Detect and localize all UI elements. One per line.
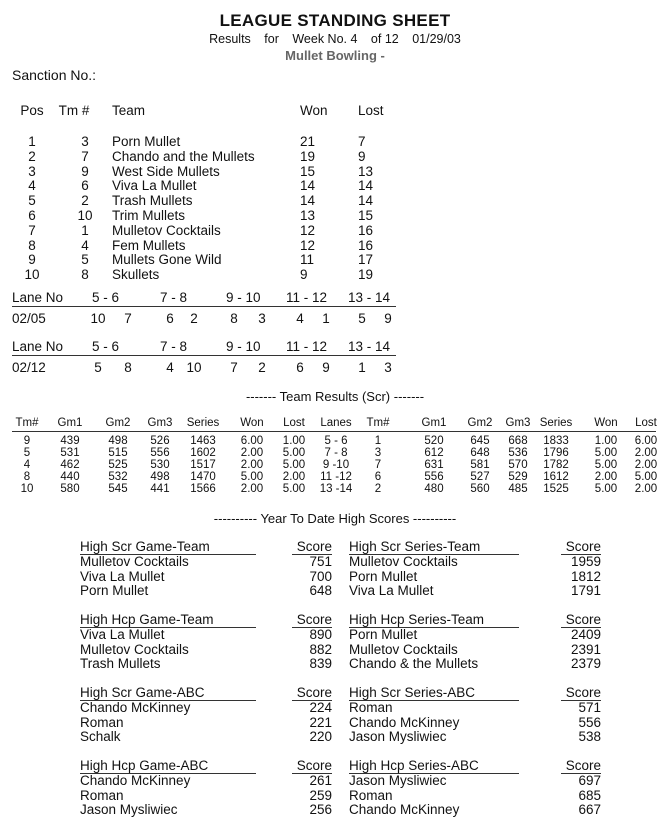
ytd-category-title: High Scr Game-Team — [80, 539, 210, 554]
ytd-name: Chando McKinney — [80, 700, 191, 715]
results-cell: 5.00 — [282, 459, 306, 471]
ytd-name: Mulletov Cocktails — [349, 641, 458, 657]
results-cell: 612 — [424, 447, 444, 459]
table-row — [0, 134, 670, 149]
ytd-score: 751 — [309, 554, 332, 569]
results-lanes-cell: 9 -10 — [322, 459, 350, 471]
results-cell: 1463 — [190, 435, 216, 447]
lost-cell: 17 — [358, 252, 374, 268]
lane-pair-label: 11 - 12 — [286, 290, 328, 305]
team-cell: Mullets Gone Wild — [112, 252, 222, 268]
results-col-header: Series — [539, 417, 573, 429]
date-label: 01/29/03 — [412, 32, 461, 46]
results-label: Results — [209, 32, 251, 46]
ytd-score-header: Score — [565, 758, 601, 773]
results-cell: 2.00 — [634, 447, 658, 459]
lost-cell: 9 — [358, 148, 366, 164]
ytd-score-header: Score — [565, 685, 601, 700]
results-cell: 2.00 — [282, 471, 306, 483]
pos-cell: 4 — [28, 178, 36, 194]
won-cell: 13 — [300, 208, 316, 223]
results-col-header: Won — [240, 417, 264, 429]
ytd-name: Roman — [80, 787, 124, 803]
lane-team: 2 — [258, 360, 266, 375]
ytd-score-header: Score — [565, 539, 601, 554]
won-cell: 14 — [300, 178, 316, 194]
lane-team: 5 — [358, 311, 366, 326]
ytd-score: 685 — [578, 787, 601, 803]
ytd-score: 839 — [309, 656, 332, 671]
table-row — [0, 164, 670, 179]
results-cell: 1525 — [543, 483, 569, 495]
lane-pair-label: 13 - 14 — [348, 339, 391, 354]
tm-cell: 4 — [81, 237, 89, 253]
results-cell: 5 — [23, 447, 31, 459]
table-row — [0, 267, 670, 282]
results-cell: 1833 — [543, 435, 569, 447]
results-lanes-cell: 11 -12 — [320, 471, 352, 483]
ytd-score: 2391 — [570, 641, 601, 657]
week-label: Week No. 4 — [292, 32, 358, 46]
ytd-score-header: Score — [296, 758, 332, 773]
pos-cell: 8 — [28, 237, 36, 253]
ytd-name: Chando & the Mullets — [349, 656, 479, 671]
tm-cell: 5 — [81, 252, 89, 268]
lane-pair-label: 7 - 8 — [160, 290, 188, 305]
lost-cell: 15 — [358, 208, 374, 223]
ytd-name: Trash Mullets — [80, 656, 161, 671]
ytd-name: Chando McKinney — [349, 802, 460, 817]
results-cell: 498 — [150, 471, 170, 483]
results-cell: 2.00 — [634, 483, 658, 495]
lost-cell: 14 — [358, 178, 374, 194]
for-label: for — [264, 32, 279, 46]
results-lanes-cell: 7 - 8 — [324, 447, 348, 459]
results-cell: 439 — [60, 435, 80, 447]
ytd-score: 220 — [309, 729, 332, 744]
lane-team: 6 — [296, 360, 304, 375]
lane-team: 4 — [296, 311, 304, 326]
ytd-category-title: High Hcp Game-Team — [80, 612, 214, 627]
tm-cell: 3 — [81, 134, 89, 149]
col-lost: Lost — [358, 103, 384, 118]
results-cell: 3 — [374, 447, 382, 459]
lane-pair-label: 11 - 12 — [286, 339, 328, 354]
results-cell: 441 — [150, 483, 170, 495]
results-cell: 545 — [108, 483, 128, 495]
tm-cell: 6 — [81, 178, 89, 194]
results-cell: 1602 — [190, 447, 216, 459]
ytd-name: Jason Mysliwiec — [349, 773, 447, 788]
results-col-header: Won — [594, 417, 618, 429]
ytd-name: Mulletov Cocktails — [349, 554, 458, 569]
team-cell: Porn Mullet — [112, 134, 181, 149]
ytd-score: 2379 — [570, 656, 601, 671]
results-cell: 580 — [60, 483, 80, 495]
pos-cell: 3 — [28, 163, 36, 179]
won-cell: 12 — [300, 222, 316, 238]
results-col-header: Lanes — [320, 417, 352, 429]
won-cell: 12 — [300, 237, 316, 253]
table-row — [0, 252, 670, 267]
results-cell: 2.00 — [594, 471, 618, 483]
results-cell: 556 — [424, 471, 444, 483]
ytd-name: Viva La Mullet — [80, 627, 165, 642]
results-cell: 9 — [23, 435, 31, 447]
lane-divider — [12, 306, 396, 307]
results-cell: 1782 — [543, 459, 569, 471]
lane-date: 02/12 — [12, 360, 46, 375]
ytd-score-header: Score — [565, 612, 601, 627]
results-lanes-cell: 5 - 6 — [324, 435, 348, 447]
ytd-score-header: Score — [296, 539, 332, 554]
results-cell: 1 — [374, 435, 382, 447]
results-cell: 440 — [60, 471, 80, 483]
results-cell: 668 — [508, 435, 528, 447]
team-results-divider — [12, 431, 656, 432]
pos-cell: 9 — [28, 252, 36, 268]
tm-cell: 2 — [81, 193, 89, 209]
ytd-category-title: High Hcp Series-Team — [349, 612, 485, 627]
results-col-header: Gm3 — [505, 417, 531, 429]
lost-cell: 7 — [358, 134, 366, 149]
results-cell: 10 — [20, 483, 34, 495]
ytd-name: Chando McKinney — [80, 773, 191, 788]
results-col-header: Gm2 — [467, 417, 493, 429]
lane-team: 8 — [124, 360, 132, 375]
results-cell: 531 — [60, 447, 80, 459]
ytd-name: Chando McKinney — [349, 714, 460, 730]
results-cell: 1796 — [543, 447, 569, 459]
table-row — [0, 223, 670, 238]
results-cell: 5.00 — [594, 483, 618, 495]
results-cell: 2 — [374, 483, 382, 495]
won-cell: 9 — [300, 267, 308, 283]
lost-cell: 16 — [358, 237, 374, 253]
lane-label: Lane No — [12, 339, 64, 354]
lane-team: 1 — [322, 311, 330, 326]
ytd-name: Schalk — [80, 729, 121, 744]
lane-pair-label: 5 - 6 — [92, 290, 120, 305]
results-cell: 536 — [508, 447, 528, 459]
league-name: Mullet Bowling - — [285, 48, 385, 63]
pos-cell: 1 — [28, 134, 36, 149]
ytd-name: Porn Mullet — [349, 627, 418, 642]
ytd-score: 538 — [578, 729, 601, 744]
ytd-score: 667 — [578, 802, 601, 817]
ytd-name: Viva La Mullet — [349, 583, 434, 598]
tm-cell: 10 — [77, 208, 93, 223]
lane-team: 9 — [384, 311, 392, 326]
ytd-category-title: High Scr Series-ABC — [349, 685, 476, 700]
results-cell: 648 — [470, 447, 490, 459]
ytd-score: 1959 — [570, 554, 601, 569]
pos-cell: 10 — [24, 267, 40, 283]
lost-cell: 19 — [358, 267, 374, 283]
results-cell: 1470 — [190, 471, 216, 483]
results-cell: 480 — [424, 483, 444, 495]
results-cell: 2.00 — [240, 459, 264, 471]
results-col-header: Tm# — [366, 417, 390, 429]
won-cell: 15 — [300, 163, 316, 179]
results-cell: 462 — [60, 459, 80, 471]
ytd-name: Porn Mullet — [349, 568, 418, 584]
results-cell: 5.00 — [282, 447, 306, 459]
table-row — [0, 149, 670, 164]
ytd-score: 700 — [309, 568, 332, 584]
lost-cell: 16 — [358, 222, 374, 238]
lane-pair-label: 5 - 6 — [92, 339, 120, 354]
won-cell: 11 — [300, 252, 315, 268]
lost-cell: 14 — [358, 193, 374, 209]
pos-cell: 5 — [28, 193, 36, 209]
results-lanes-cell: 13 -14 — [319, 483, 353, 495]
results-col-header: Gm3 — [147, 417, 173, 429]
lane-team: 7 — [230, 360, 238, 375]
results-col-header: Series — [186, 417, 220, 429]
ytd-name: Viva La Mullet — [80, 568, 165, 584]
ytd-name: Roman — [349, 700, 393, 715]
sheet-title: LEAGUE STANDING SHEET — [219, 11, 451, 30]
team-cell: Mulletov Cocktails — [112, 222, 221, 238]
sanction-label: Sanction No.: — [12, 67, 97, 83]
pos-cell: 2 — [28, 148, 36, 164]
ytd-score: 882 — [309, 641, 332, 657]
of-label: of 12 — [370, 32, 399, 46]
lane-label: Lane No — [12, 290, 64, 305]
results-cell: 8 — [23, 471, 31, 483]
table-row — [0, 193, 670, 208]
ytd-name: Roman — [80, 714, 124, 730]
tm-cell: 7 — [81, 148, 89, 164]
results-cell: 6.00 — [634, 435, 658, 447]
results-cell: 532 — [108, 471, 128, 483]
team-cell: West Side Mullets — [112, 163, 220, 179]
sheet-subtitle — [0, 32, 670, 46]
results-cell: 581 — [470, 459, 490, 471]
ytd-category-title: High Hcp Series-ABC — [349, 758, 479, 773]
lane-team: 10 — [186, 360, 202, 375]
ytd-score: 890 — [309, 627, 332, 642]
lane-pair-label: 13 - 14 — [348, 290, 391, 305]
lane-pair-label: 9 - 10 — [226, 290, 261, 305]
ytd-score-header: Score — [296, 685, 332, 700]
ytd-name: Jason Mysliwiec — [349, 729, 447, 744]
standings-header — [0, 103, 670, 118]
results-cell: 1517 — [190, 459, 216, 471]
team-cell: Trim Mullets — [112, 208, 185, 223]
ytd-name: Porn Mullet — [80, 583, 149, 598]
lane-team: 5 — [94, 360, 102, 375]
lane-team: 3 — [384, 360, 392, 375]
results-cell: 7 — [374, 459, 382, 471]
lane-pair-label: 9 - 10 — [226, 339, 261, 354]
lane-team: 9 — [322, 360, 330, 375]
ytd-title: ---------- Year To Date High Scores ---------- — [213, 511, 457, 526]
lost-cell: 13 — [358, 163, 374, 179]
ytd-score: 697 — [578, 773, 601, 788]
results-cell: 556 — [150, 447, 170, 459]
ytd-score-header: Score — [296, 612, 332, 627]
lane-team: 8 — [230, 311, 238, 326]
lane-team: 4 — [166, 360, 174, 375]
lane-team: 10 — [90, 311, 106, 326]
ytd-score: 648 — [309, 583, 332, 598]
tm-cell: 8 — [81, 267, 89, 283]
ytd-name: Roman — [349, 787, 393, 803]
lane-team: 1 — [358, 360, 366, 375]
results-cell: 1612 — [543, 471, 569, 483]
results-cell: 6 — [374, 471, 382, 483]
ytd-score: 261 — [309, 773, 332, 788]
col-tm: Tm # — [58, 103, 90, 118]
results-cell: 485 — [508, 483, 528, 495]
col-pos: Pos — [20, 103, 44, 118]
ytd-score: 221 — [309, 714, 332, 730]
ytd-score: 1791 — [570, 583, 601, 598]
ytd-name: Mulletov Cocktails — [80, 554, 189, 569]
pos-cell: 6 — [28, 208, 36, 223]
results-col-header: Lost — [283, 417, 305, 429]
ytd-category-title: High Scr Game-ABC — [80, 685, 205, 700]
col-won: Won — [300, 103, 328, 118]
won-cell: 21 — [300, 134, 316, 149]
won-cell: 14 — [300, 193, 316, 209]
lane-team: 6 — [166, 311, 174, 326]
lane-divider — [12, 355, 396, 356]
results-cell: 645 — [470, 435, 490, 447]
lane-team: 7 — [124, 311, 132, 326]
team-results-title: ------- Team Results (Scr) ------- — [245, 389, 425, 404]
results-cell: 5.00 — [594, 447, 618, 459]
team-cell: Chando and the Mullets — [112, 148, 255, 164]
results-cell: 5.00 — [240, 471, 264, 483]
results-cell: 5.00 — [594, 459, 618, 471]
table-row — [0, 238, 670, 253]
results-cell: 570 — [508, 459, 528, 471]
team-cell: Viva La Mullet — [112, 178, 197, 194]
team-cell: Trash Mullets — [112, 193, 193, 209]
ytd-score: 224 — [309, 700, 332, 715]
ytd-name: Mulletov Cocktails — [80, 641, 189, 657]
results-cell: 498 — [108, 435, 128, 447]
team-cell: Fem Mullets — [112, 237, 186, 253]
col-team: Team — [112, 103, 146, 118]
tm-cell: 1 — [81, 222, 89, 238]
results-cell: 2.00 — [240, 447, 264, 459]
lane-team: 3 — [258, 311, 266, 326]
table-row — [0, 208, 670, 223]
ytd-score: 1812 — [570, 568, 601, 584]
ytd-score: 2409 — [570, 627, 601, 642]
results-cell: 527 — [470, 471, 490, 483]
table-row — [0, 178, 670, 193]
results-col-header: Gm2 — [105, 417, 131, 429]
results-cell: 4 — [23, 459, 31, 471]
results-col-header: Tm# — [15, 417, 39, 429]
results-cell: 520 — [424, 435, 444, 447]
lane-team: 2 — [190, 311, 198, 326]
lane-pair-label: 7 - 8 — [160, 339, 188, 354]
results-cell: 1.00 — [594, 435, 618, 447]
results-cell: 529 — [508, 471, 528, 483]
results-col-header: Gm1 — [421, 417, 447, 429]
results-cell: 515 — [108, 447, 128, 459]
results-cell: 5.00 — [282, 483, 306, 495]
team-cell: Skullets — [112, 267, 160, 283]
won-cell: 19 — [300, 148, 316, 164]
ytd-name: Jason Mysliwiec — [80, 802, 178, 817]
results-col-header: Lost — [635, 417, 657, 429]
results-cell: 560 — [470, 483, 490, 495]
pos-cell: 7 — [28, 222, 36, 238]
ytd-category-title: High Hcp Game-ABC — [80, 758, 209, 773]
results-cell: 526 — [150, 435, 170, 447]
results-cell: 631 — [424, 459, 444, 471]
results-cell: 2.00 — [634, 459, 658, 471]
ytd-score: 256 — [309, 802, 332, 817]
results-cell: 2.00 — [240, 483, 264, 495]
results-cell: 5.00 — [634, 471, 658, 483]
tm-cell: 9 — [81, 163, 89, 179]
results-col-header: Gm1 — [57, 417, 83, 429]
ytd-score: 259 — [309, 787, 332, 803]
results-cell: 1.00 — [282, 435, 306, 447]
results-cell: 6.00 — [240, 435, 264, 447]
lane-date: 02/05 — [12, 311, 46, 326]
results-cell: 1566 — [190, 483, 216, 495]
ytd-category-title: High Scr Series-Team — [349, 539, 481, 554]
ytd-score: 556 — [578, 714, 601, 730]
results-cell: 530 — [150, 459, 170, 471]
ytd-score: 571 — [578, 700, 601, 715]
results-cell: 525 — [108, 459, 128, 471]
